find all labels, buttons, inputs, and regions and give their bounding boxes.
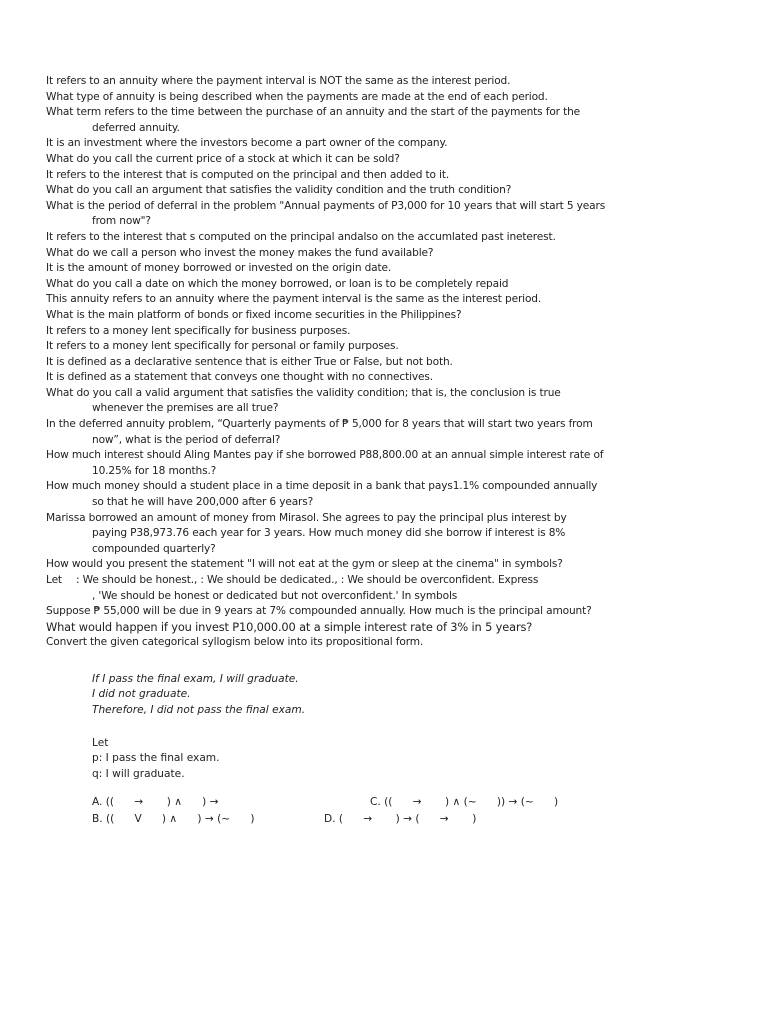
question-15: It refers to a money lent specifically for business purposes.	[46, 324, 351, 337]
syllogism-premise-1: If I pass the final exam, I will graduate.	[92, 673, 299, 685]
let-label-2: Let	[92, 737, 109, 749]
question-18: It is defined as a statement that conveys one thought with no connectives.	[46, 371, 433, 384]
choice-a: A. (( → ) ∧ ) →	[92, 796, 219, 808]
question-12: What do you call a date on which the money borrowed, or loan is to be completely repaid	[46, 277, 509, 290]
question-10: What do we call a person who invest the money makes the fund available?	[46, 246, 434, 259]
variable-p: p: I pass the final exam.	[92, 752, 220, 765]
question-26: Suppose ₱ 55,000 will be due in 9 years at 7% compounded annually. How much is the principal amount?	[46, 605, 592, 618]
question-27: What would happen if you invest P10,000.00 at a simple interest rate of 3% in 5 years?	[46, 619, 533, 634]
question-13: This annuity refers to an annuity where the payment interval is the same as the interest period.	[46, 293, 542, 306]
question-17: It is defined as a declarative sentence that is either True or False, but not both.	[46, 355, 453, 368]
question-list	[46, 74, 726, 651]
question-28: Convert the given categorical syllogism below into its propositional form.	[46, 636, 424, 649]
question-24: How would you present the statement "I will not eat at the gym or sleep at the cinema" in symbols?	[46, 558, 563, 571]
question-6: It refers to the interest that is computed on the principal and then added to it.	[46, 168, 450, 181]
syllogism-block	[92, 672, 305, 718]
question-19: What do you call a valid argument that satisfies the validity condition; that is, the conclusion is true whenever the premises are all true?	[46, 386, 561, 415]
question-25-let: Let : We should be honest., : We should be dedicated., : We should be overconfident. Express , 'We should be honest or dedicated but not overconfident.' In symbols	[46, 574, 539, 602]
question-20: In the deferred annuity problem, “Quarterly payments of ₱ 5,000 for 8 years that will start two years from now”, what is the period of deferral?	[46, 418, 593, 446]
syllogism-conclusion: Therefore, I did not pass the final exam.	[92, 703, 306, 716]
question-2: What type of annuity is being described when the payments are made at the end of each period.	[46, 90, 548, 103]
choice-d: D. ( → ) → ( → )	[324, 813, 477, 825]
variable-q: q: I will graduate.	[92, 767, 185, 780]
question-5: What do you call the current price of a stock at which it can be sold?	[46, 152, 400, 165]
question-22: How much money should a student place in a time deposit in a bank that pays1.1% compounded annually so that he will have 200,000 after 6 years?	[46, 480, 598, 509]
question-7: What do you call an argument that satisfies the validity condition and the truth condition?	[46, 184, 512, 197]
question-8: What is the period of deferral in the problem "Annual payments of P3,000 for 10 years that will start 5 years from now"?	[46, 199, 606, 228]
question-14: What is the main platform of bonds or fixed income securities in the Philippines?	[46, 308, 462, 321]
question-16: It refers to a money lent specifically for personal or family purposes.	[46, 340, 399, 353]
question-23: Marissa borrowed an amount of money from Mirasol. She agrees to pay the principal plus interest by paying P38,973.76 each year for 3 years. How much money did she borrow if interest is 8% compounded quarterly?	[46, 511, 567, 555]
choice-c: C. (( → ) ∧ (~ )) → (~ )	[370, 796, 559, 808]
choice-b: B. (( V ) ∧ ) → (~ )	[92, 813, 255, 825]
question-1: It refers to an annuity where the payment interval is NOT the same as the interest period.	[46, 75, 511, 87]
question-3: What term refers to the time between the purchase of an annuity and the start of the payments for the deferred annuity.	[46, 106, 581, 134]
question-4: It is an investment where the investors become a part owner of the company.	[46, 137, 448, 150]
variable-definitions	[92, 736, 220, 782]
let-label: Let	[46, 574, 62, 586]
question-21: How much interest should Aling Mantes pay if she borrowed P88,800.00 at an annual simple interest rate of 10.25% for 18 months.?	[46, 449, 604, 477]
question-9: It refers to the interest that s computed on the principal andalso on the accumlated past ineterest.	[46, 230, 556, 243]
question-11: It is the amount of money borrowed or invested on the origin date.	[46, 262, 392, 275]
syllogism-premise-2: I did not graduate.	[92, 688, 191, 701]
